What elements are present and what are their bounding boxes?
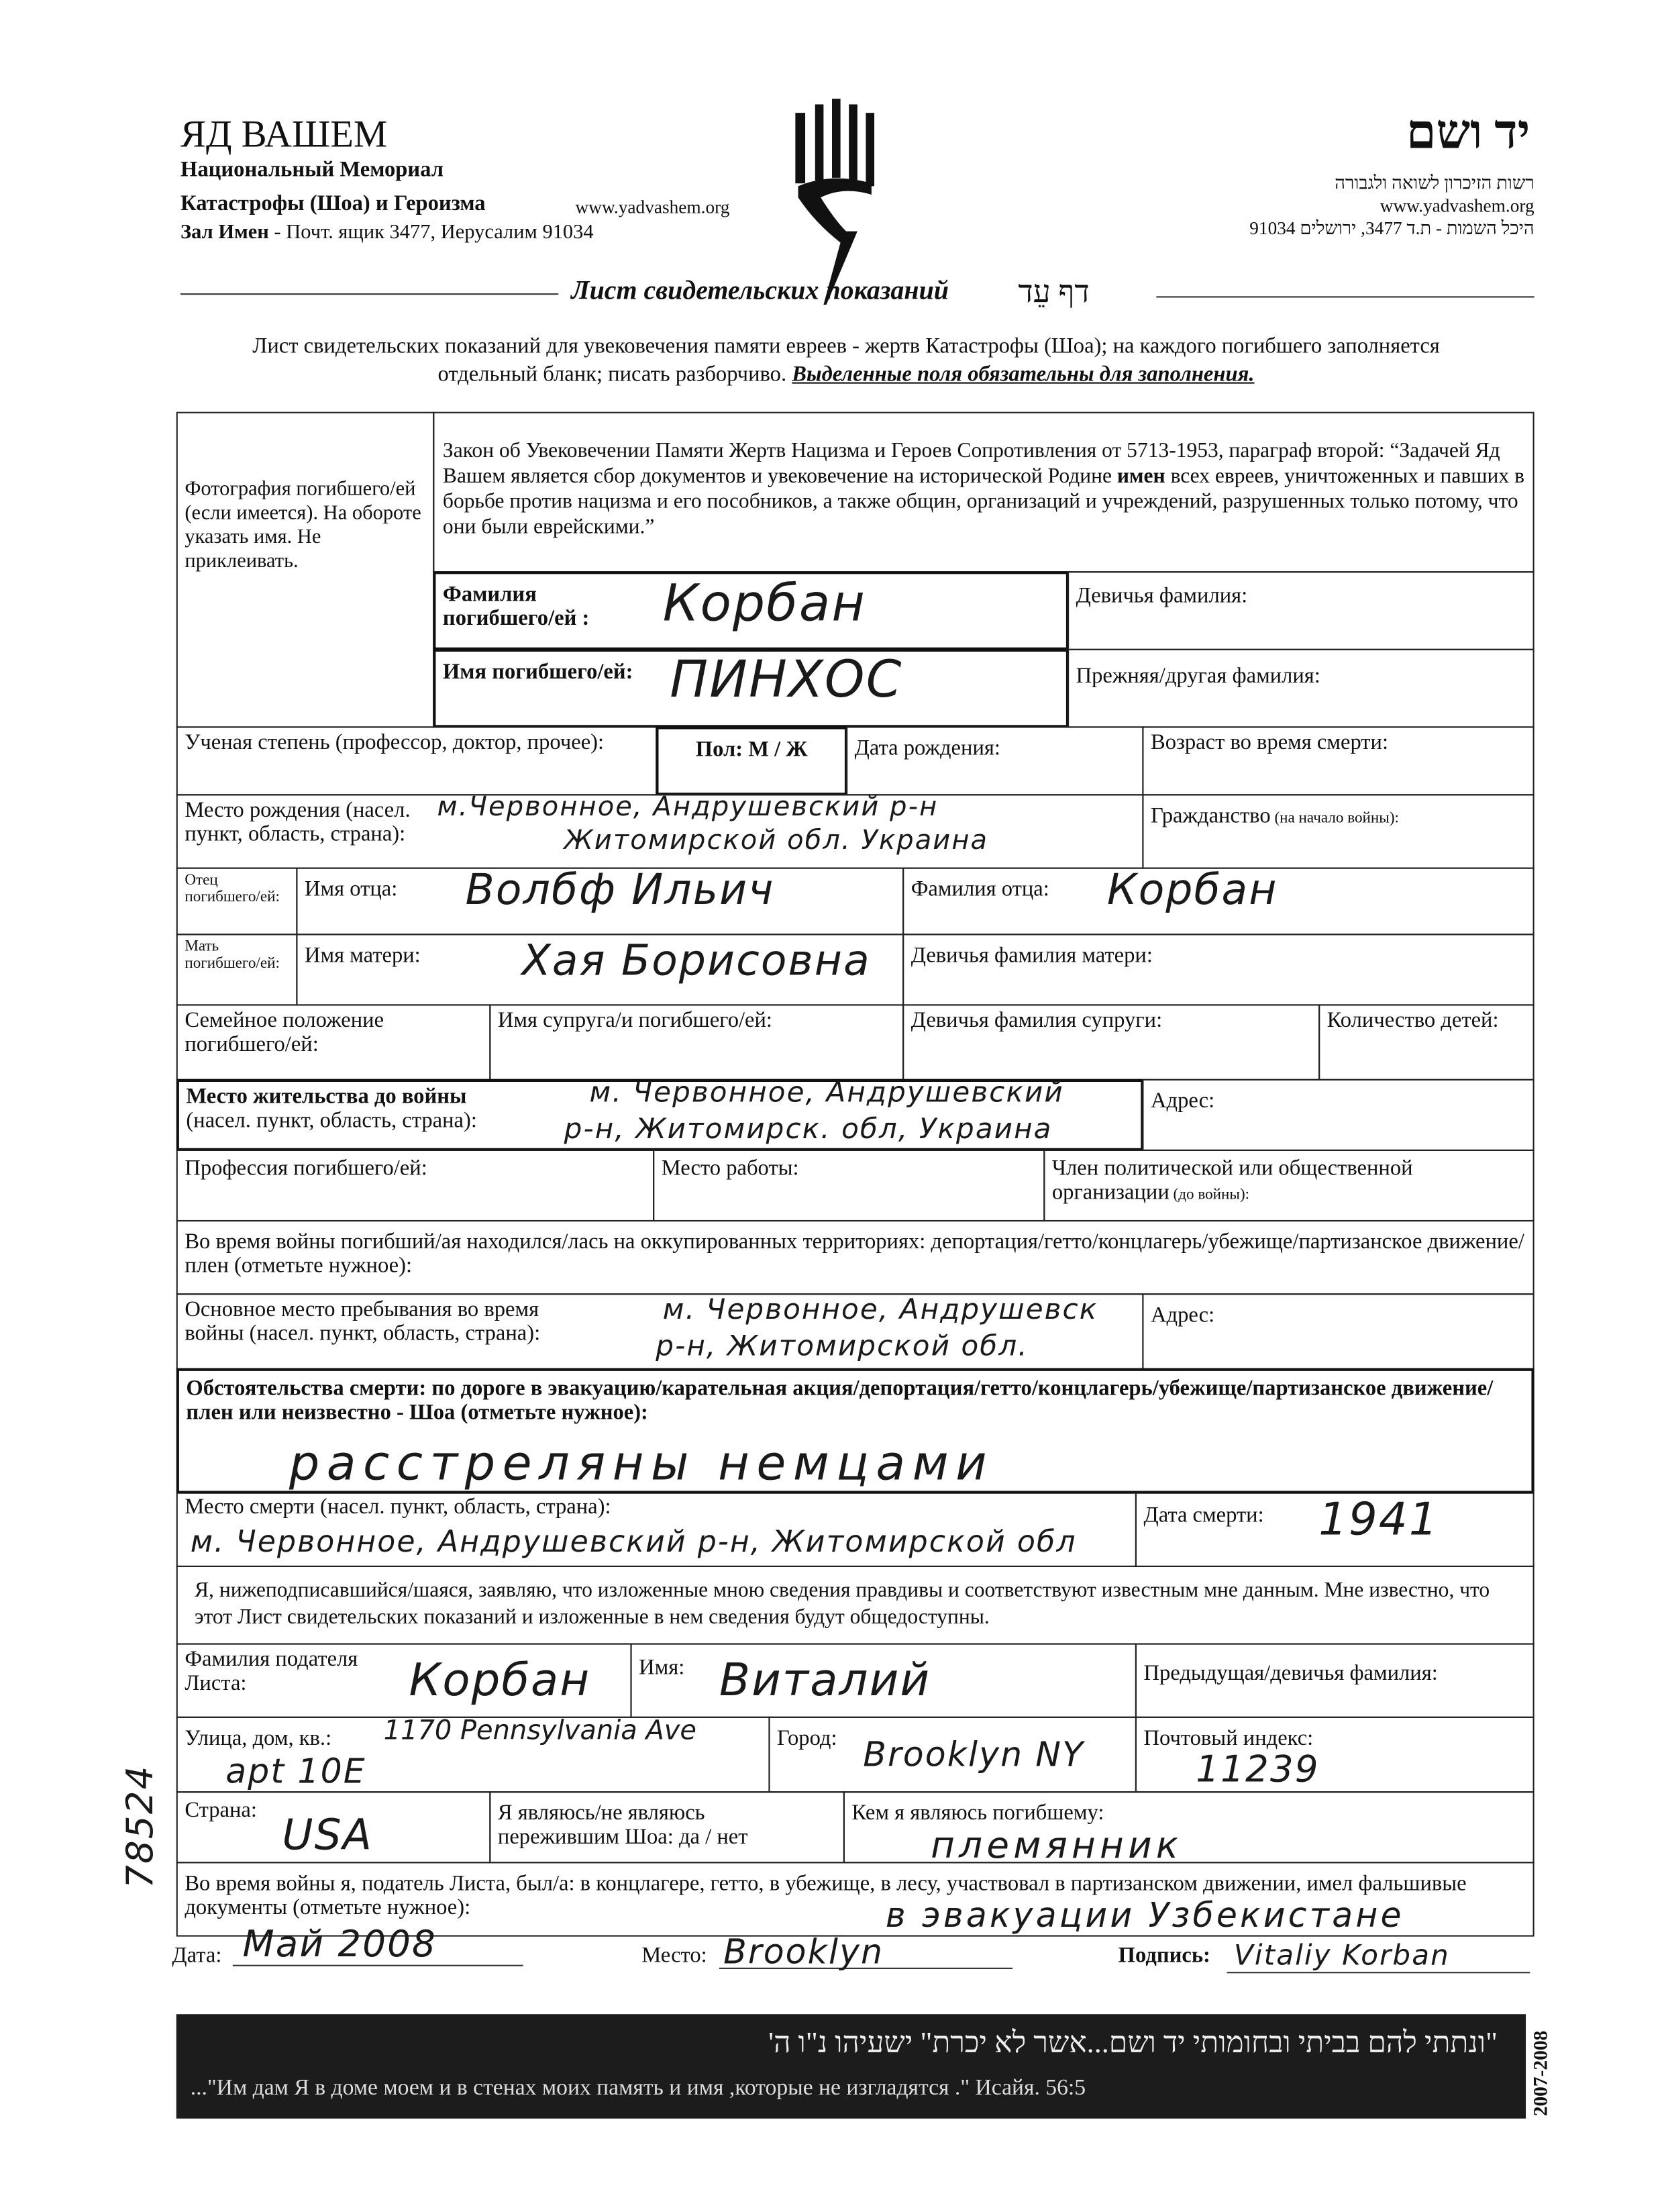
spouse-maiden-field[interactable]: Девичья фамилия супруги: — [902, 1004, 1320, 1080]
dob-field[interactable]: Дата рождения: — [846, 726, 1143, 795]
zip-field[interactable]: Почтовый индекс: — [1135, 1717, 1535, 1793]
header-website: www.yadvashem.org — [575, 196, 730, 217]
header-title-he: יד ושם — [1406, 107, 1530, 160]
law-pre: Закон об Увековечении Памяти Жертв Нацизма и Героев Сопротивления от 5713-1953, параграф второй: “Задачей Яд Вашем является сбор документов и увековечение на исторической Родине — [442, 440, 1500, 489]
place-value: Brooklyn — [723, 1932, 884, 1972]
header-line2: Катастрофы (Шоа) и Героизма — [180, 191, 486, 216]
form-title-he: דף עֵד — [1018, 273, 1090, 309]
header-he-website: www.yadvashem.org — [1380, 195, 1535, 216]
relation-value: племянник — [931, 1825, 1183, 1868]
quote-hebrew: "ונתתי להם בביתי ובחומותי יד ושם...אשר לא יכרת" ישעיהו נ"ו ה' — [768, 2025, 1498, 2060]
relation-field[interactable]: Кем я являюсь погибшему: — [843, 1791, 1535, 1863]
membership-field[interactable] — [1043, 1150, 1534, 1221]
law-bold: имен — [1116, 465, 1165, 489]
residence-value-1: м. Червонное, Андрушевский — [589, 1074, 1064, 1109]
submitter-previous-field[interactable]: Предыдущая/девичья фамилия: — [1135, 1643, 1535, 1717]
country-value: USA — [282, 1811, 373, 1861]
father-side-label: Отец погибшего/ей: — [185, 871, 280, 906]
declaration: Я, нижеподписавшийся/шаяся, заявляю, что изложенные мною сведения правдивы и соответствуют известным мне данным. Мне известно, что этот Лист свидетельских показаний и изложенные в нем сведения будут общедоступны. — [176, 1566, 1535, 1645]
submitter-wartime-value: в эвакуации Узбекистане — [885, 1895, 1404, 1936]
header-address-bold: Зал Имен — [180, 221, 269, 244]
spouse-name-field[interactable]: Имя супруга/и погибшего/ей: — [489, 1004, 904, 1080]
wartime-place-value-2: р-н, Житомирской обл. — [656, 1328, 1029, 1363]
margin-number: 78524 — [119, 1764, 162, 1889]
sex-field[interactable]: Пол: М / Ж — [656, 726, 847, 795]
street-field[interactable]: Улица, дом, кв.: — [176, 1717, 770, 1793]
submitter-surname-label: Фамилия подателя Листа: — [185, 1647, 358, 1696]
wartime-status-field[interactable]: Во время войны погибший/ая находился/лась на оккупированных территориях: депортация/гетто/концлагерь/убежище/партизанское движение/плен (отметьте нужное): — [176, 1220, 1535, 1295]
photo-box[interactable]: Фотография погибшего/ей (если имеется). На обороте указать имя. Не приклеивать. — [176, 412, 435, 728]
victim-name-value: ПИНХОС — [670, 651, 903, 710]
signature-label: Подпись: — [1118, 1944, 1210, 1968]
header-address — [180, 221, 594, 246]
place-label: Место: — [641, 1944, 707, 1968]
yad-vashem-logo-icon — [790, 96, 888, 307]
victim-name-label: Имя погибшего/ей: — [442, 660, 633, 685]
intro-body: Лист свидетельских показаний для увековечения памяти евреев - жертв Катастрофы (Шоа); на каждого погибшего заполняется отдельный бланк; писать разборчиво. — [252, 334, 1440, 387]
birthplace-label: Место рождения (насел. пункт, область, страна): — [185, 798, 411, 847]
birthplace-value-1: м.Червонное, Андрушевский р-н — [437, 791, 939, 823]
header-title-ru: ЯД ВАШЕМ — [180, 113, 388, 156]
mother-label — [176, 934, 298, 1005]
survivor-field[interactable] — [489, 1791, 845, 1863]
degree-field[interactable]: Ученая степень (профессор, доктор, прочее): — [176, 726, 658, 795]
mother-maiden-field[interactable]: Девичья фамилия матери: — [902, 934, 1535, 1005]
law-text — [433, 412, 1534, 573]
victim-surname-value: Корбан — [662, 575, 866, 634]
country-field[interactable]: Страна: — [176, 1791, 491, 1863]
death-place-field[interactable]: Место смерти (насел. пункт, область, страна): — [176, 1493, 1137, 1567]
death-place-value: м. Червонное, Андрушевский р-н, Житомирской обл — [190, 1524, 1077, 1559]
previous-name-field[interactable]: Прежняя/другая фамилия: — [1068, 649, 1535, 728]
wartime-place-label: Основное место пребывания во время войны (насел. пункт, область, страна): — [185, 1297, 541, 1346]
mother-name-field[interactable]: Имя матери: — [296, 934, 904, 1005]
form-title-ru: Лист свидетельских показаний — [571, 276, 949, 307]
intro-text — [211, 333, 1481, 389]
citizenship-note: (на начало войны): — [1270, 809, 1399, 827]
death-date-value: 1941 — [1318, 1492, 1439, 1546]
death-circumstances-value: расстреляны немцами — [289, 1436, 994, 1493]
membership-note: (до войны): — [1169, 1186, 1250, 1203]
street-value-1: 1170 Pennsylvania Ave — [383, 1715, 696, 1746]
profession-field[interactable]: Профессия погибшего/ей: — [176, 1150, 654, 1221]
residence-value-2: р-н, Житомирск. обл, Украина — [564, 1111, 1053, 1146]
maiden-name-field[interactable]: Девичья фамилия: — [1068, 571, 1535, 650]
header-he-address: היכל השמות - ת.ד 3477, ירושלים 91034 — [1249, 217, 1535, 239]
signature-line — [1227, 1972, 1530, 1973]
intro-emphasis: Выделенные поля обязательны для заполнения. — [792, 362, 1255, 387]
father-name-value: Волбф Ильич — [465, 866, 775, 916]
submitter-name-field[interactable]: Имя: — [630, 1643, 1137, 1717]
city-field[interactable]: Город: — [768, 1717, 1137, 1793]
header-line1: Национальный Мемориал — [180, 158, 444, 183]
father-surname-field[interactable]: Фамилия отца: — [902, 868, 1535, 936]
residence-label-rest: (насел. пункт, область, страна): — [186, 1108, 477, 1133]
signature-value: Vitaliy Korban — [1233, 1938, 1450, 1972]
mother-side-label: Мать погибшего/ей: — [185, 938, 280, 972]
children-field[interactable]: Количество детей: — [1318, 1004, 1535, 1080]
date-value: Май 2008 — [242, 1923, 437, 1966]
wartime-address-field[interactable]: Адрес: — [1142, 1293, 1534, 1369]
city-value: Brooklyn NY — [863, 1735, 1085, 1774]
father-surname-value: Корбан — [1106, 866, 1278, 916]
death-circumstances-field[interactable]: Обстоятельства смерти: по дороге в эвакуацию/карательная акция/депортация/гетто/концлагерь/убежище/партизанское движение/плен или неизвестно - Шоа (отметьте нужное): — [176, 1368, 1535, 1494]
law-post: всех евреев, уничтоженных и павших в борьбе против нацизма и его пособников, а также общин, организаций и учреждений, разрушенных только потому, что они были еврейскими.” — [442, 465, 1524, 539]
edition-years: 2007-2008 — [1531, 2030, 1553, 2117]
victim-surname-label: Фамилия погибшего/ей : — [442, 583, 590, 631]
residence-label-bold: Место жительства до войны — [186, 1085, 467, 1109]
date-label: Дата: — [172, 1944, 222, 1968]
zip-value: 11239 — [1196, 1749, 1320, 1792]
submitter-name-value: Виталий — [719, 1653, 931, 1707]
header-address-rest: - Почт. ящик 3477, Иерусалим 91034 — [268, 221, 594, 244]
father-name-field[interactable]: Имя отца: — [296, 868, 904, 936]
quote-banner — [176, 2014, 1526, 2119]
death-date-field[interactable]: Дата смерти: — [1135, 1493, 1535, 1567]
membership-label: Член политической или общественной организации — [1051, 1156, 1413, 1205]
age-field[interactable]: Возраст во время смерти: — [1142, 726, 1534, 795]
mother-name-value: Хая Борисовна — [521, 936, 871, 987]
header-he-line1: רשות הזיכרון לשואה ולגבורה — [1335, 172, 1535, 193]
citizenship-field[interactable] — [1142, 794, 1534, 868]
submitter-surname-value: Корбан — [409, 1653, 591, 1707]
citizenship-label: Гражданство — [1150, 803, 1271, 828]
father-label — [176, 868, 298, 936]
workplace-field[interactable]: Место работы: — [653, 1150, 1045, 1221]
street-value-2: apt 10E — [225, 1752, 366, 1792]
residence-address-field[interactable]: Адрес: — [1142, 1079, 1534, 1151]
divider — [1156, 296, 1534, 297]
wartime-place-value-1: м. Червонное, Андрушевск — [662, 1292, 1098, 1326]
quote-russian: ..."Им дам Я в доме моем и в стенах моих память и имя ,которые не изгладятся ." Исайя. 56:5 — [190, 2076, 1086, 2101]
submitter-wartime-field[interactable]: Во время войны я, податель Листа, был/а: в концлагере, гетто, в убежище, в лесу, участвовал в партизанском движении, имел фальшивые документы (отметьте нужное): — [176, 1862, 1535, 1936]
birthplace-value-2: Житомирской обл. Украина — [564, 825, 989, 856]
divider — [180, 293, 558, 295]
marital-field[interactable]: Семейное положение погибшего/ей: — [176, 1004, 491, 1080]
survivor-label: Я являюсь/не являюсь пережившим Шоа: да / нет — [497, 1801, 748, 1850]
